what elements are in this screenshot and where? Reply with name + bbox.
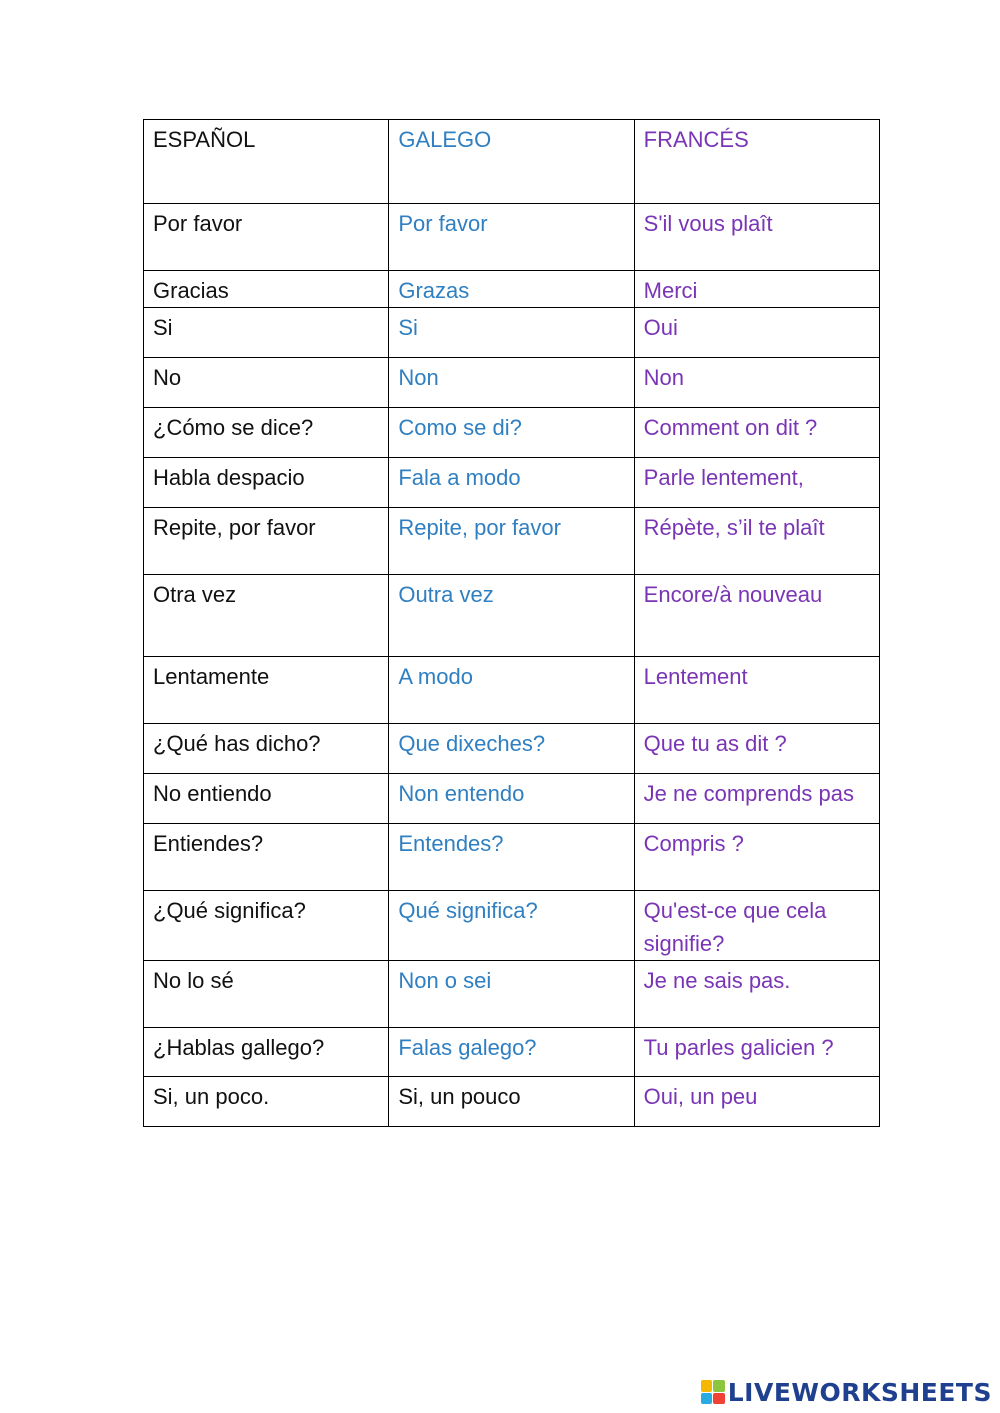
cell-french: Lentement [634,657,879,724]
cell-french: Merci [634,271,879,308]
cell-galician: Repite, por favor [389,508,634,575]
table-header-row [144,120,880,204]
header-galician: GALEGO [389,120,634,204]
cell-spanish: Habla despacio [144,458,389,508]
cell-spanish: ¿Qué has dicho? [144,724,389,774]
table-row [144,774,880,824]
table-row [144,575,880,657]
cell-spanish: ¿Cómo se dice? [144,408,389,458]
cell-spanish: Otra vez [144,575,389,657]
table-row [144,657,880,724]
table-row [144,308,880,358]
cell-french: Je ne comprends pas [634,774,879,824]
table-row [144,724,880,774]
cell-galician: Si, un pouco [389,1077,634,1127]
cell-spanish: Repite, por favor [144,508,389,575]
header-spanish: ESPAÑOL [144,120,389,204]
table-row [144,271,880,308]
table-row [144,508,880,575]
cell-galician: Outra vez [389,575,634,657]
cell-galician: Entendes? [389,824,634,891]
cell-spanish: No entiendo [144,774,389,824]
cell-french: Comment on dit ? [634,408,879,458]
cell-french: Compris ? [634,824,879,891]
cell-french: Oui, un peu [634,1077,879,1127]
cell-galician: Como se di? [389,408,634,458]
cell-galician: Falas galego? [389,1028,634,1077]
cell-french: Non [634,358,879,408]
cell-french: Encore/à nouveau [634,575,879,657]
vocabulary-table [143,119,880,1127]
cell-french: Je ne sais pas. [634,961,879,1028]
cell-spanish: Lentamente [144,657,389,724]
cell-galician: Si [389,308,634,358]
table-row [144,961,880,1028]
cell-french: Que tu as dit ? [634,724,879,774]
table-row [144,891,880,961]
cell-spanish: No [144,358,389,408]
cell-french: Qu'est-ce que cela signifie? [634,891,879,961]
cell-galician: A modo [389,657,634,724]
cell-french: Parle lentement, [634,458,879,508]
cell-spanish: Por favor [144,204,389,271]
cell-spanish: ¿Qué significa? [144,891,389,961]
table-row [144,408,880,458]
table-row [144,1028,880,1077]
cell-french: S'il vous plaît [634,204,879,271]
table-row [144,358,880,408]
cell-french: Oui [634,308,879,358]
cell-spanish: No lo sé [144,961,389,1028]
cell-french: Tu parles galicien ? [634,1028,879,1077]
cell-galician: Non entendo [389,774,634,824]
cell-galician: Non o sei [389,961,634,1028]
cell-galician: Grazas [389,271,634,308]
cell-spanish: Entiendes? [144,824,389,891]
cell-spanish: Si, un poco. [144,1077,389,1127]
watermark-text: LIVEWORKSHEETS [727,1377,992,1407]
table-row [144,458,880,508]
header-french: FRANCÉS [634,120,879,204]
cell-galician: Que dixeches? [389,724,634,774]
cell-galician: Non [389,358,634,408]
table-row [144,204,880,271]
liveworksheets-watermark [701,1377,992,1407]
cell-galician: Fala a modo [389,458,634,508]
cell-spanish: Si [144,308,389,358]
table-row [144,824,880,891]
table-row [144,1077,880,1127]
cell-spanish: ¿Hablas gallego? [144,1028,389,1077]
cell-galician: Por favor [389,204,634,271]
liveworksheets-logo-icon [701,1380,725,1404]
cell-french: Répète, s’il te plaît [634,508,879,575]
cell-spanish: Gracias [144,271,389,308]
cell-galician: Qué significa? [389,891,634,961]
